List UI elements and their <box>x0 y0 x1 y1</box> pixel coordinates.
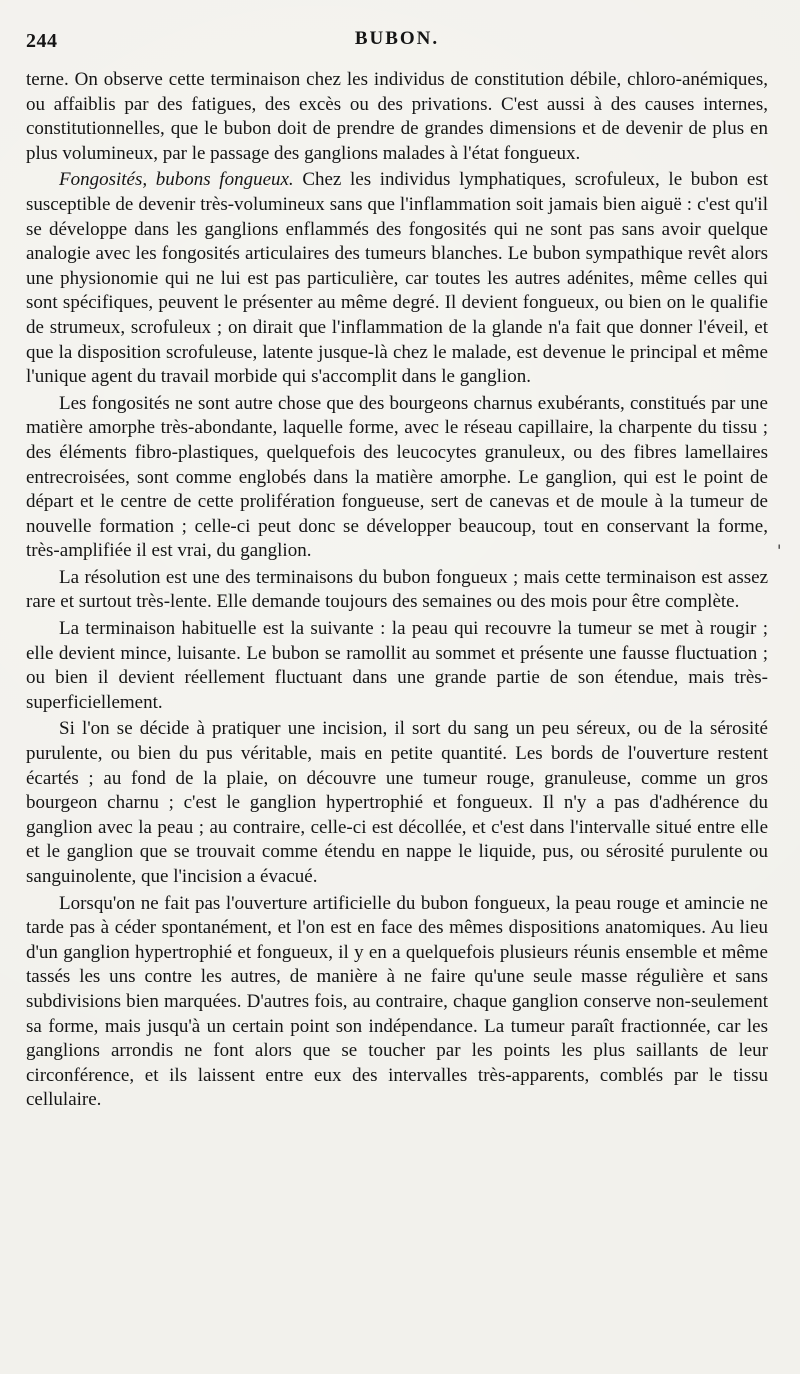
paragraph-ouverture: Lorsqu'on ne fait pas l'ouverture artificielle du bubon fongueux, la peau rouge et amincie ne tarde pas à céder spontanément, et l'on est en face des mêmes dispositions anatomiques. Au lieu d'un ganglion hypertrophié et fongueux, il y en a quelquefois plusieurs réunis ensemble et même tassés les uns contre les autres, de manière à ne faire qu'une seule masse régulière et sans subdivisions bien marquées. D'autres fois, au contraire, chaque ganglion conserve non-seulement sa forme, mais jusqu'à un certain point son indépendance. La tumeur paraît fractionnée, car les ganglions arrondis ne font alors que se toucher par les points les plus saillants de leur circonférence, et ils laissent entre eux des intervalles très-apparents, comblés par le tissu cellulaire. <box>26 892 768 1111</box>
page-header <box>26 24 768 66</box>
paragraph-fongosites <box>26 168 768 389</box>
running-title: BUBON. <box>354 28 440 49</box>
paragraph-terminaison: La terminaison habituelle est la suivante : la peau qui recouvre la tumeur se met à rougir ; elle devient mince, luisante. Le bubon se ramollit au sommet et présente une fausse fluctuation ; ou bien il devient réellement fluctuant dans une grande partie de son étendue, mais très-superficiellement. <box>26 618 768 713</box>
page-number: 244 <box>26 30 58 52</box>
paragraph-definition: Les fongosités ne sont autre chose que des bourgeons charnus exubérants, constitués par une matière amorphe très-abondante, laquelle forme, avec le réseau capillaire, la charpente du tissu ; des éléments fibro-plastiques, quelquefois des leucocytes granuleux, ou des fibres lamellaires entrecroisées, sont comme englobés dans la matière amorphe. Le ganglion, qui est le point de départ et le centre de cette prolifération fongueuse, sert de canevas et de moule à la tumeur de nouvelle formation ; celle-ci peut donc se développer beaucoup, tout en conservant la forme, très-amplifiée il est vrai, du ganglion. <box>26 392 768 562</box>
paragraph-fongosites-text: Chez les individus lymphatiques, scrofuleux, le bubon est susceptible de devenir très-volumineux sans que l'inflammation soit jamais bien aiguë : c'est qu'il se développe dans les ganglions enflammés des fongosités qui ne sont pas sans avoir quelque analogie avec les fongosités articulaires des tumeurs blanches. Le bubon sympathique revêt alors une physionomie qui ne lui est pas particulière, car toutes les autres adénites, même celles qui sont spécifiques, peuvent le présenter au même degré. Il devient fongueux, ou bien on le qualifie de strumeux, scrofuleux ; on dirait que l'inflammation de la glande n'a fait que donner l'éveil, et que la disposition scrofuleuse, latente jusque-là chez le malade, est devenue le principal et même l'unique agent du travail morbide qui s'accomplit dans le ganglion. <box>26 169 768 388</box>
page-body <box>26 68 768 1113</box>
paragraph-incision: Si l'on se décide à pratiquer une incision, il sort du sang un peu séreux, ou de la sérosité purulente, ou bien du pus véritable, mais en petite quantité. Les bords de l'ouverture restent écartés ; au fond de la plaie, on découvre une tumeur rouge, granuleuse, comme un gros bourgeon charnu ; c'est le ganglion hypertrophié et fongueux. Il n'y a pas d'adhérence du ganglion avec la peau ; au contraire, celle-ci est décollée, et c'est dans l'intervalle situé entre elle et le ganglion que se trouvait comme étendu en nappe le liquide, pus, ou sérosité purulente ou sanguinolente, que l'incision a évacué. <box>26 718 768 887</box>
section-title-fongosites: Fongosités, bubons fongueux. <box>59 169 294 191</box>
margin-mark: ' <box>777 541 782 560</box>
paragraph-resolution: La résolution est une des terminaisons du bubon fongueux ; mais cette terminaison est assez rare et surtout très-lente. Elle demande toujours des semaines ou des mois pour être complète. <box>26 566 768 613</box>
paragraph-continuation: terne. On observe cette terminaison chez les individus de constitution débile, chloro-anémiques, ou affaiblis par des fatigues, des excès ou des privations. C'est aussi à des causes internes, constitutionnelles, que le bubon doit de prendre de grandes dimensions et de devenir de plus en plus volumineux, par le passage des ganglions malades à l'état fongueux. <box>26 69 768 164</box>
